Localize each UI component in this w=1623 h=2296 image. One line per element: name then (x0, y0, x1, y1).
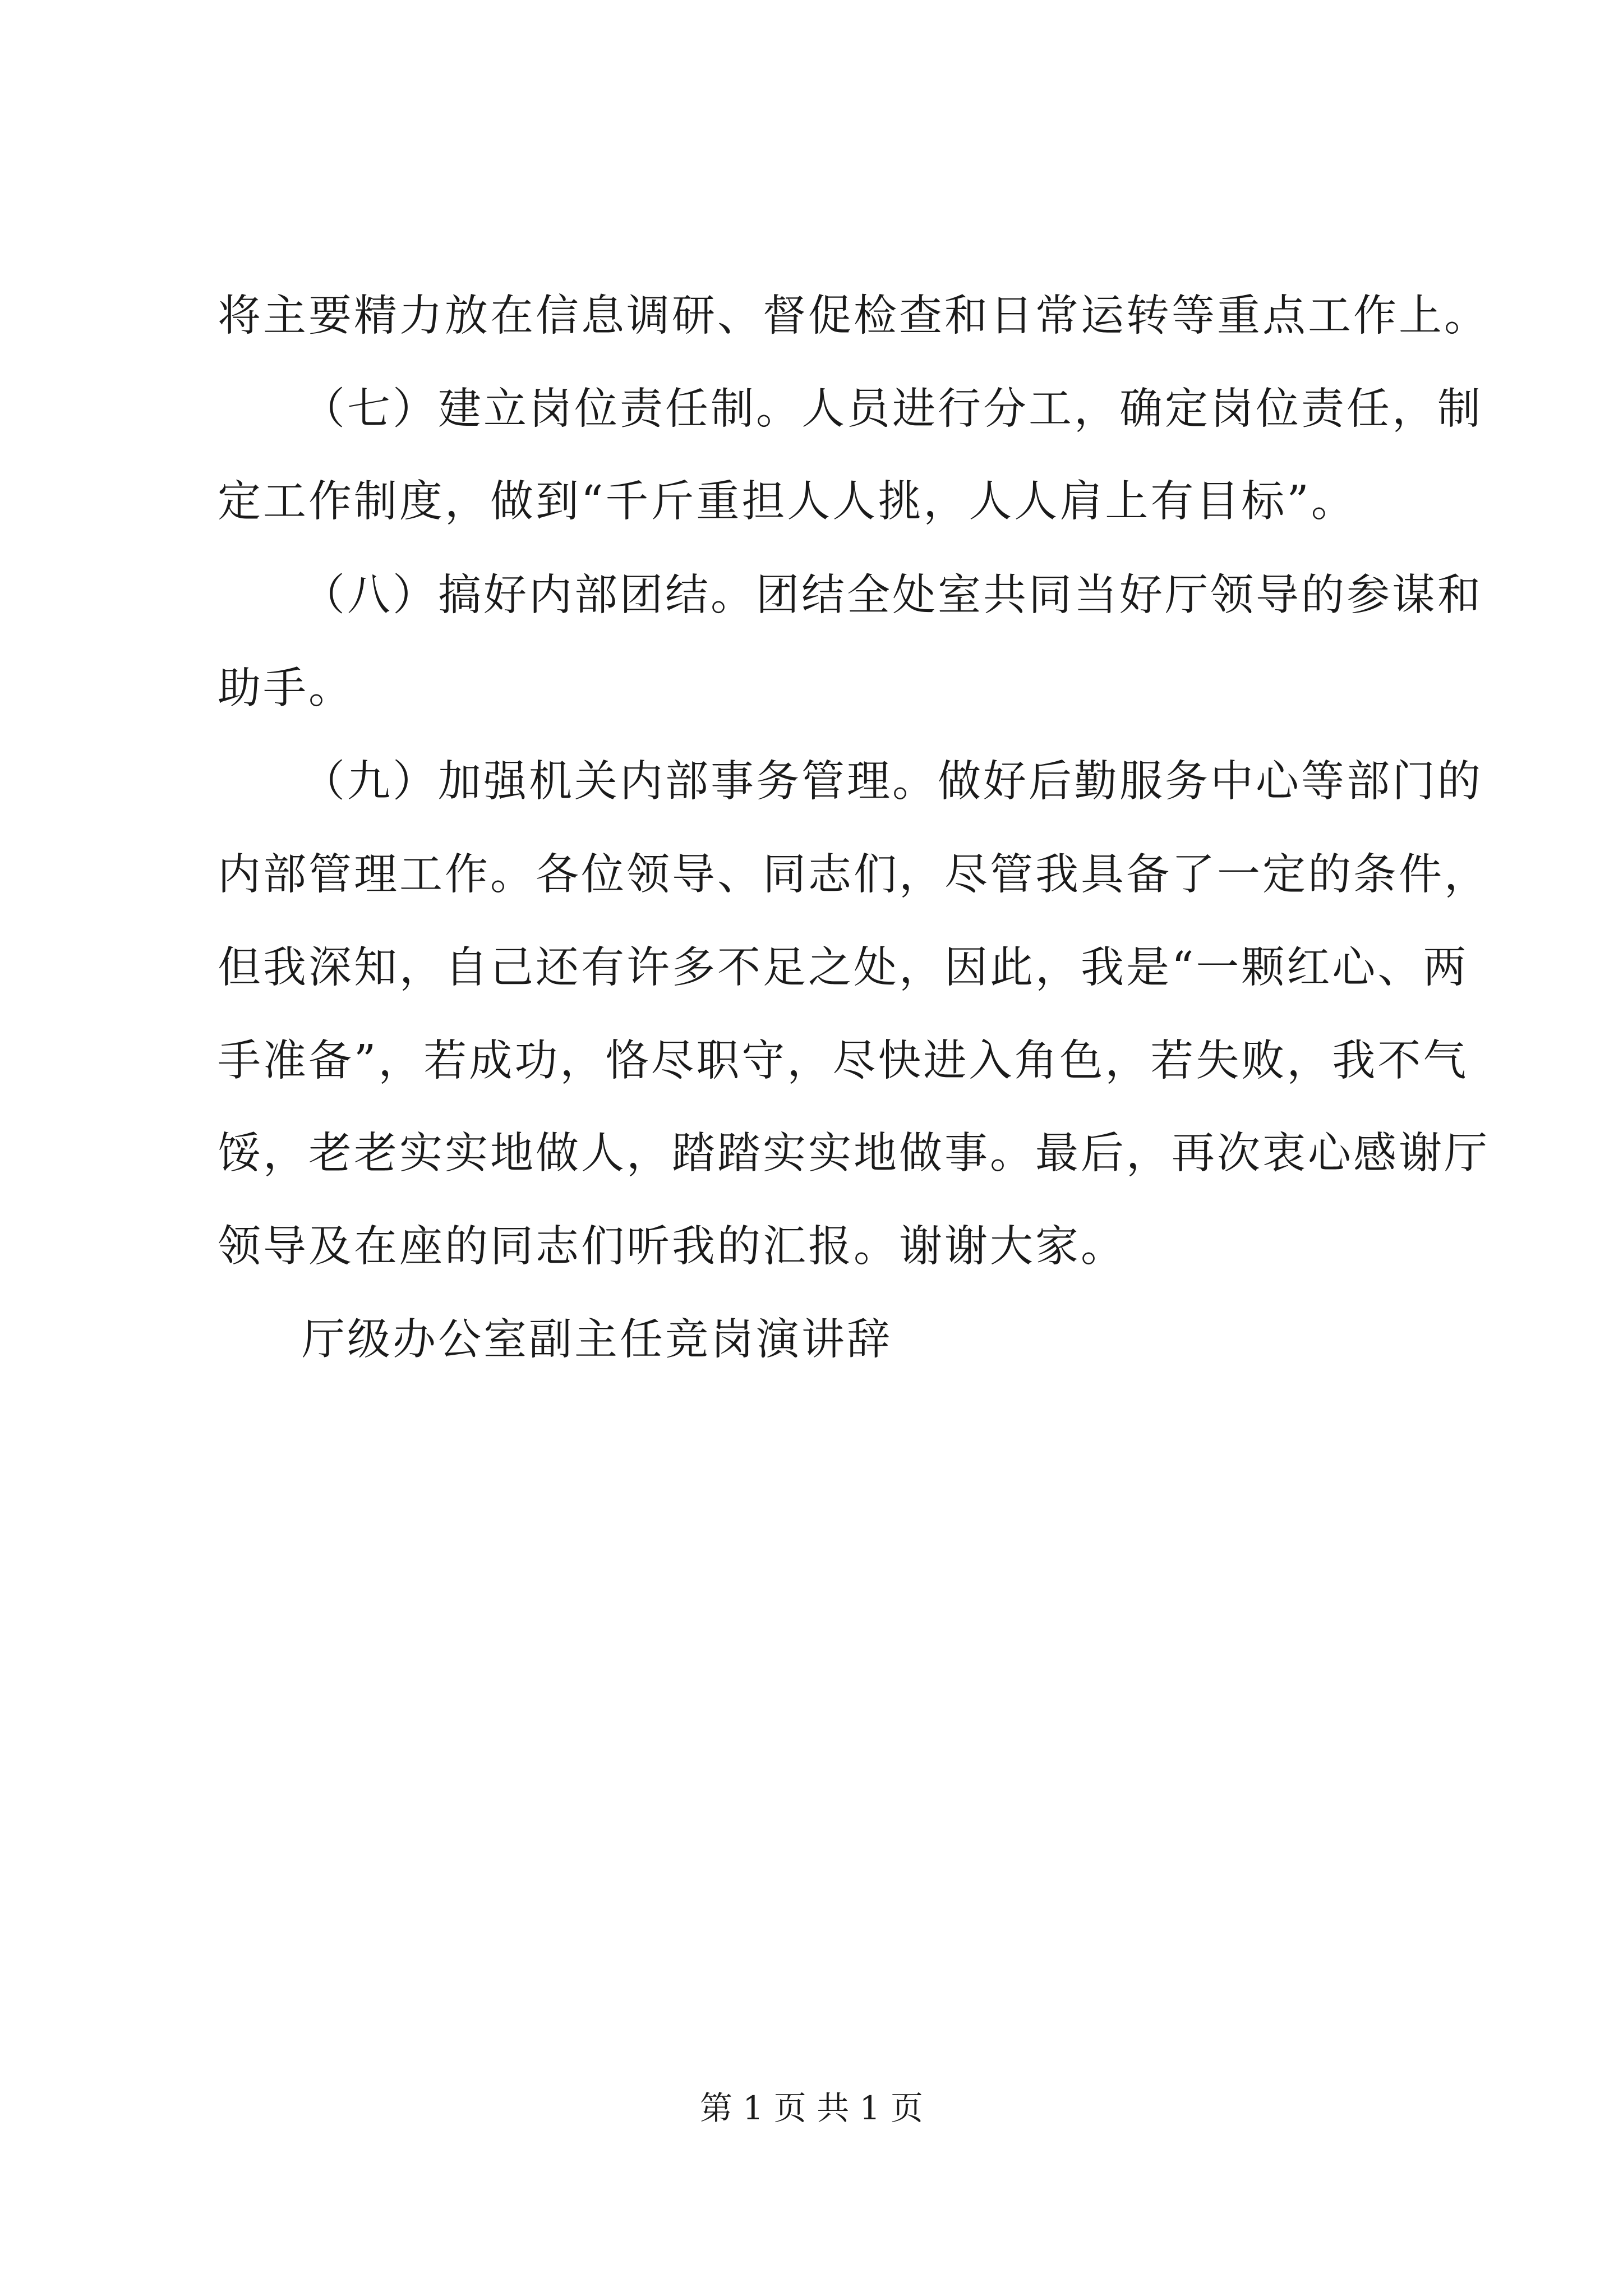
paragraph-line: （七）建立岗位责任制。人员进行分工，确定岗位责任，制 (302, 384, 1483, 434)
paragraph-line: 但我深知，自己还有许多不足之处，因此，我是“一颗红心、两 (218, 943, 1469, 993)
paragraph-line: （九）加强机关内部事务管理。做好后勤服务中心等部门的 (302, 757, 1483, 807)
paragraph-line: 定工作制度，做到“千斤重担人人挑，人人肩上有目标”。 (218, 477, 1357, 527)
paragraph-line: 将主要精力放在信息调研、督促检查和日常运转等重点工作上。 (218, 291, 1490, 341)
page-number-footer: 第 1 页 共 1 页 (700, 2089, 923, 2127)
paragraph-line: （八）搞好内部团结。团结全处室共同当好厅领导的参谋和 (302, 570, 1483, 620)
paragraph-line: 助手。 (218, 664, 354, 714)
paragraph-line: 手准备”，若成功，恪尽职守，尽快进入角色，若失败，我不气 (218, 1036, 1469, 1086)
paragraph-line: 馁，老老实实地做人，踏踏实实地做事。最后，再次衷心感谢厅 (218, 1129, 1490, 1179)
paragraph-line: 领导及在座的同志们听我的汇报。谢谢大家。 (218, 1222, 1126, 1272)
document-title-line: 厅级办公室副主任竞岗演讲辞 (302, 1315, 892, 1365)
paragraph-line: 内部管理工作。各位领导、同志们，尽管我具备了一定的条件， (218, 850, 1490, 900)
